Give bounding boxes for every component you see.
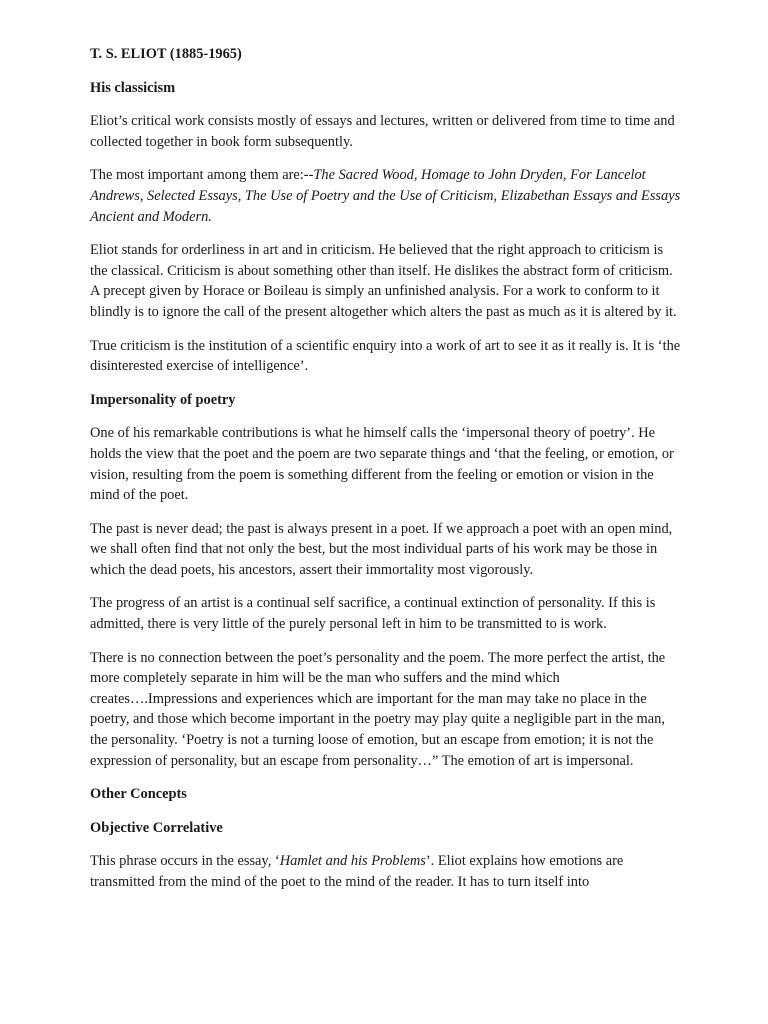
heading-objective-correlative: Objective Correlative <box>90 819 223 836</box>
document-page <box>90 44 682 906</box>
paragraph-classicism-1: Eliot’s critical work consists mostly of essays and lectures, written or delivered from time to time and collected together in book form subsequently. <box>90 113 675 150</box>
paragraph-classicism-2 <box>90 165 682 227</box>
heading-classicism: His classicism <box>90 79 176 96</box>
paragraph-impersonality-3: The progress of an artist is a continual self sacrifice, a continual extinction of personality. If this is admitted, there is very little of the purely personal left in him to be transmitted to is work. <box>90 595 656 633</box>
paragraph-classicism-2-titles: The Sacred Wood, Homage to John Dryden, For Lancelot Andrews, Selected Essays, The Use of Poetry and the Use of Criticism, Elizabethan Essays and Essays Ancient and Modern. <box>90 167 681 225</box>
heading-other-concepts: Other Concepts <box>90 786 187 803</box>
paragraph-impersonality-2: The past is never dead; the past is always present in a poet. If we approach a poet with an open mind, we shall often find that not only the best, but the most individual parts of his work may be those in which the dead poets, his ancestors, assert their immortality most vigorously. <box>90 520 673 578</box>
document-title: T. S. ELIOT (1885-1965) <box>90 46 242 62</box>
paragraph-classicism-3: Eliot stands for orderliness in art and in criticism. He believed that the right approach to criticism is the classical. Criticism is about something other than itself. He dislikes the abstract form of criticism. A precept given by Horace or Boileau is simply an unfinished analysis. For a work to conform to it blindly is to ignore the call of the present altogether which alters the past as much as it is altered by it. <box>90 242 677 320</box>
paragraph-objective-1-lead: This phrase occurs in the essay, ‘ <box>90 853 280 870</box>
paragraph-objective-1-rest: ’. Eliot explains how emotions are transmitted from the mind of the poet to the mind of the reader. It has to turn itself into <box>90 853 624 890</box>
paragraph-objective-1 <box>90 851 682 892</box>
paragraph-impersonality-4: There is no connection between the poet’s personality and the poem. The more perfect the artist, the more completely separate in him will be the man who suffers and the mind which creates….Impressions and experiences which are important for the man may take no place in the poetry, and those which become important in the poetry may play quite a negligible part in the man, the personality. ‘Poetry is not a turning loose of emotion, but an escape from emotion; it is not the expression of personality, but an escape from personality…” The emotion of art is impersonal. <box>90 649 666 769</box>
paragraph-classicism-2-lead: The most important among them are:-- <box>90 167 314 184</box>
paragraph-objective-1-title: Hamlet and his Problems <box>279 853 426 870</box>
paragraph-impersonality-1: One of his remarkable contributions is what he himself calls the ‘impersonal theory of poetry’. He holds the view that the poet and the poem are two separate things and ‘that the feeling, or emotion, or vision, resulting from the poem is something different from the feeling or emotion or vision in the mind of the poet. <box>90 425 674 504</box>
heading-impersonality: Impersonality of poetry <box>90 391 236 408</box>
paragraph-classicism-4: True criticism is the institution of a scientific enquiry into a work of art to see it as it really is. It is ‘the disinterested exercise of intelligence’. <box>90 337 681 375</box>
